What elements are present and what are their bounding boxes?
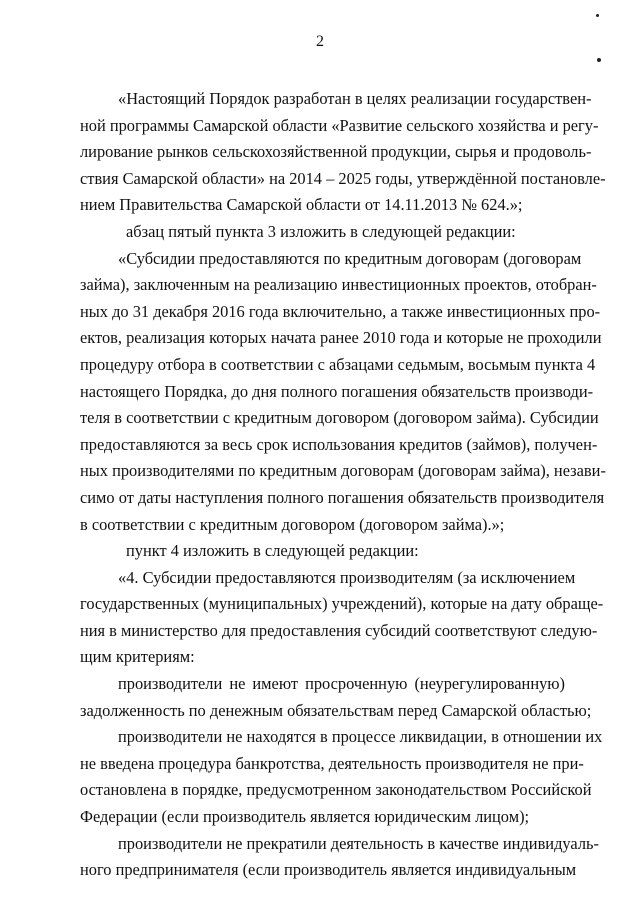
scan-speck-right	[597, 58, 601, 62]
text-line: процедуру отбора в соответствии с абзацами седьмым, восьмым пункта 4	[80, 354, 596, 374]
text-line: задолженность по денежным обязательствам перед Самарской областью;	[80, 700, 592, 720]
document-body	[80, 86, 606, 884]
text-line: нием Правительства Самарской области от 14.11.2013 № 624.»;	[80, 195, 523, 215]
text-line: абзац пятый пункта 3 изложить в следующей редакции:	[126, 221, 516, 241]
text-line: пункт 4 изложить в следующей редакции:	[126, 541, 419, 561]
page-number: 2	[316, 33, 324, 50]
text-line: теля в соответствии с кредитным договором (договором займа). Субсидии	[80, 408, 599, 428]
text-line: ния в министерство для предоставления субсидий соответствуют следую-	[80, 620, 598, 640]
scan-speck-top	[596, 14, 599, 17]
text-line: займа), заключенным на реализацию инвестиционных проектов, отобран-	[80, 275, 597, 295]
text-line: «Настоящий Порядок разработан в целях реализации государствен-	[118, 89, 592, 108]
text-line: ных производителями по кредитным договорам (договорам займа), незави-	[80, 461, 606, 481]
text-line: в соответствии с кредитным договором (договором займа).»;	[80, 514, 505, 534]
text-line: ной программы Самарской области «Развитие сельского хозяйства и регу-	[80, 115, 599, 135]
text-line: производители не прекратили деятельность в качестве индивидуаль-	[118, 833, 599, 853]
text-line: «4. Субсидии предоставляются производителям (за исключением	[118, 567, 576, 587]
text-line: щим критериям:	[80, 647, 195, 667]
text-line: государственных (муниципальных) учреждений), которые на дату обраще-	[80, 594, 604, 614]
text-line: предоставляются за весь срок использования кредитов (займов), получен-	[80, 434, 598, 454]
text-line: «Субсидии предоставляются по кредитным договорам (договорам	[118, 248, 582, 268]
text-line: настоящего Порядка, до дня полного погашения обязательств производи-	[80, 381, 594, 401]
text-line: производители не находятся в процессе ликвидации, в отношении их	[118, 727, 603, 747]
text-line: остановлена в порядке, предусмотренном законодательством Российской	[80, 780, 592, 800]
text-line: ектов, реализация которых начата ранее 2010 года и которые не проходили	[80, 328, 602, 348]
text-line: Федерации (если производитель является юридическим лицом);	[80, 807, 530, 827]
text-line: ных до 31 декабря 2016 года включительно, а также инвестиционных про-	[80, 301, 601, 321]
text-line: симо от даты наступления полного погашения обязательств производителя	[80, 487, 605, 507]
text-line: производители не имеют просроченную (неурегулированную)	[118, 674, 565, 694]
text-line: не введена процедура банкротства, деятельность производителя не при-	[80, 753, 584, 773]
text-line: лирование рынков сельскохозяйственной продукции, сырья и продоволь-	[80, 142, 592, 162]
text-line: ного предпринимателя (если производитель является индивидуальным	[80, 860, 577, 880]
text-line: ствия Самарской области» на 2014 – 2025 годы, утверждённой постановле-	[80, 168, 606, 188]
